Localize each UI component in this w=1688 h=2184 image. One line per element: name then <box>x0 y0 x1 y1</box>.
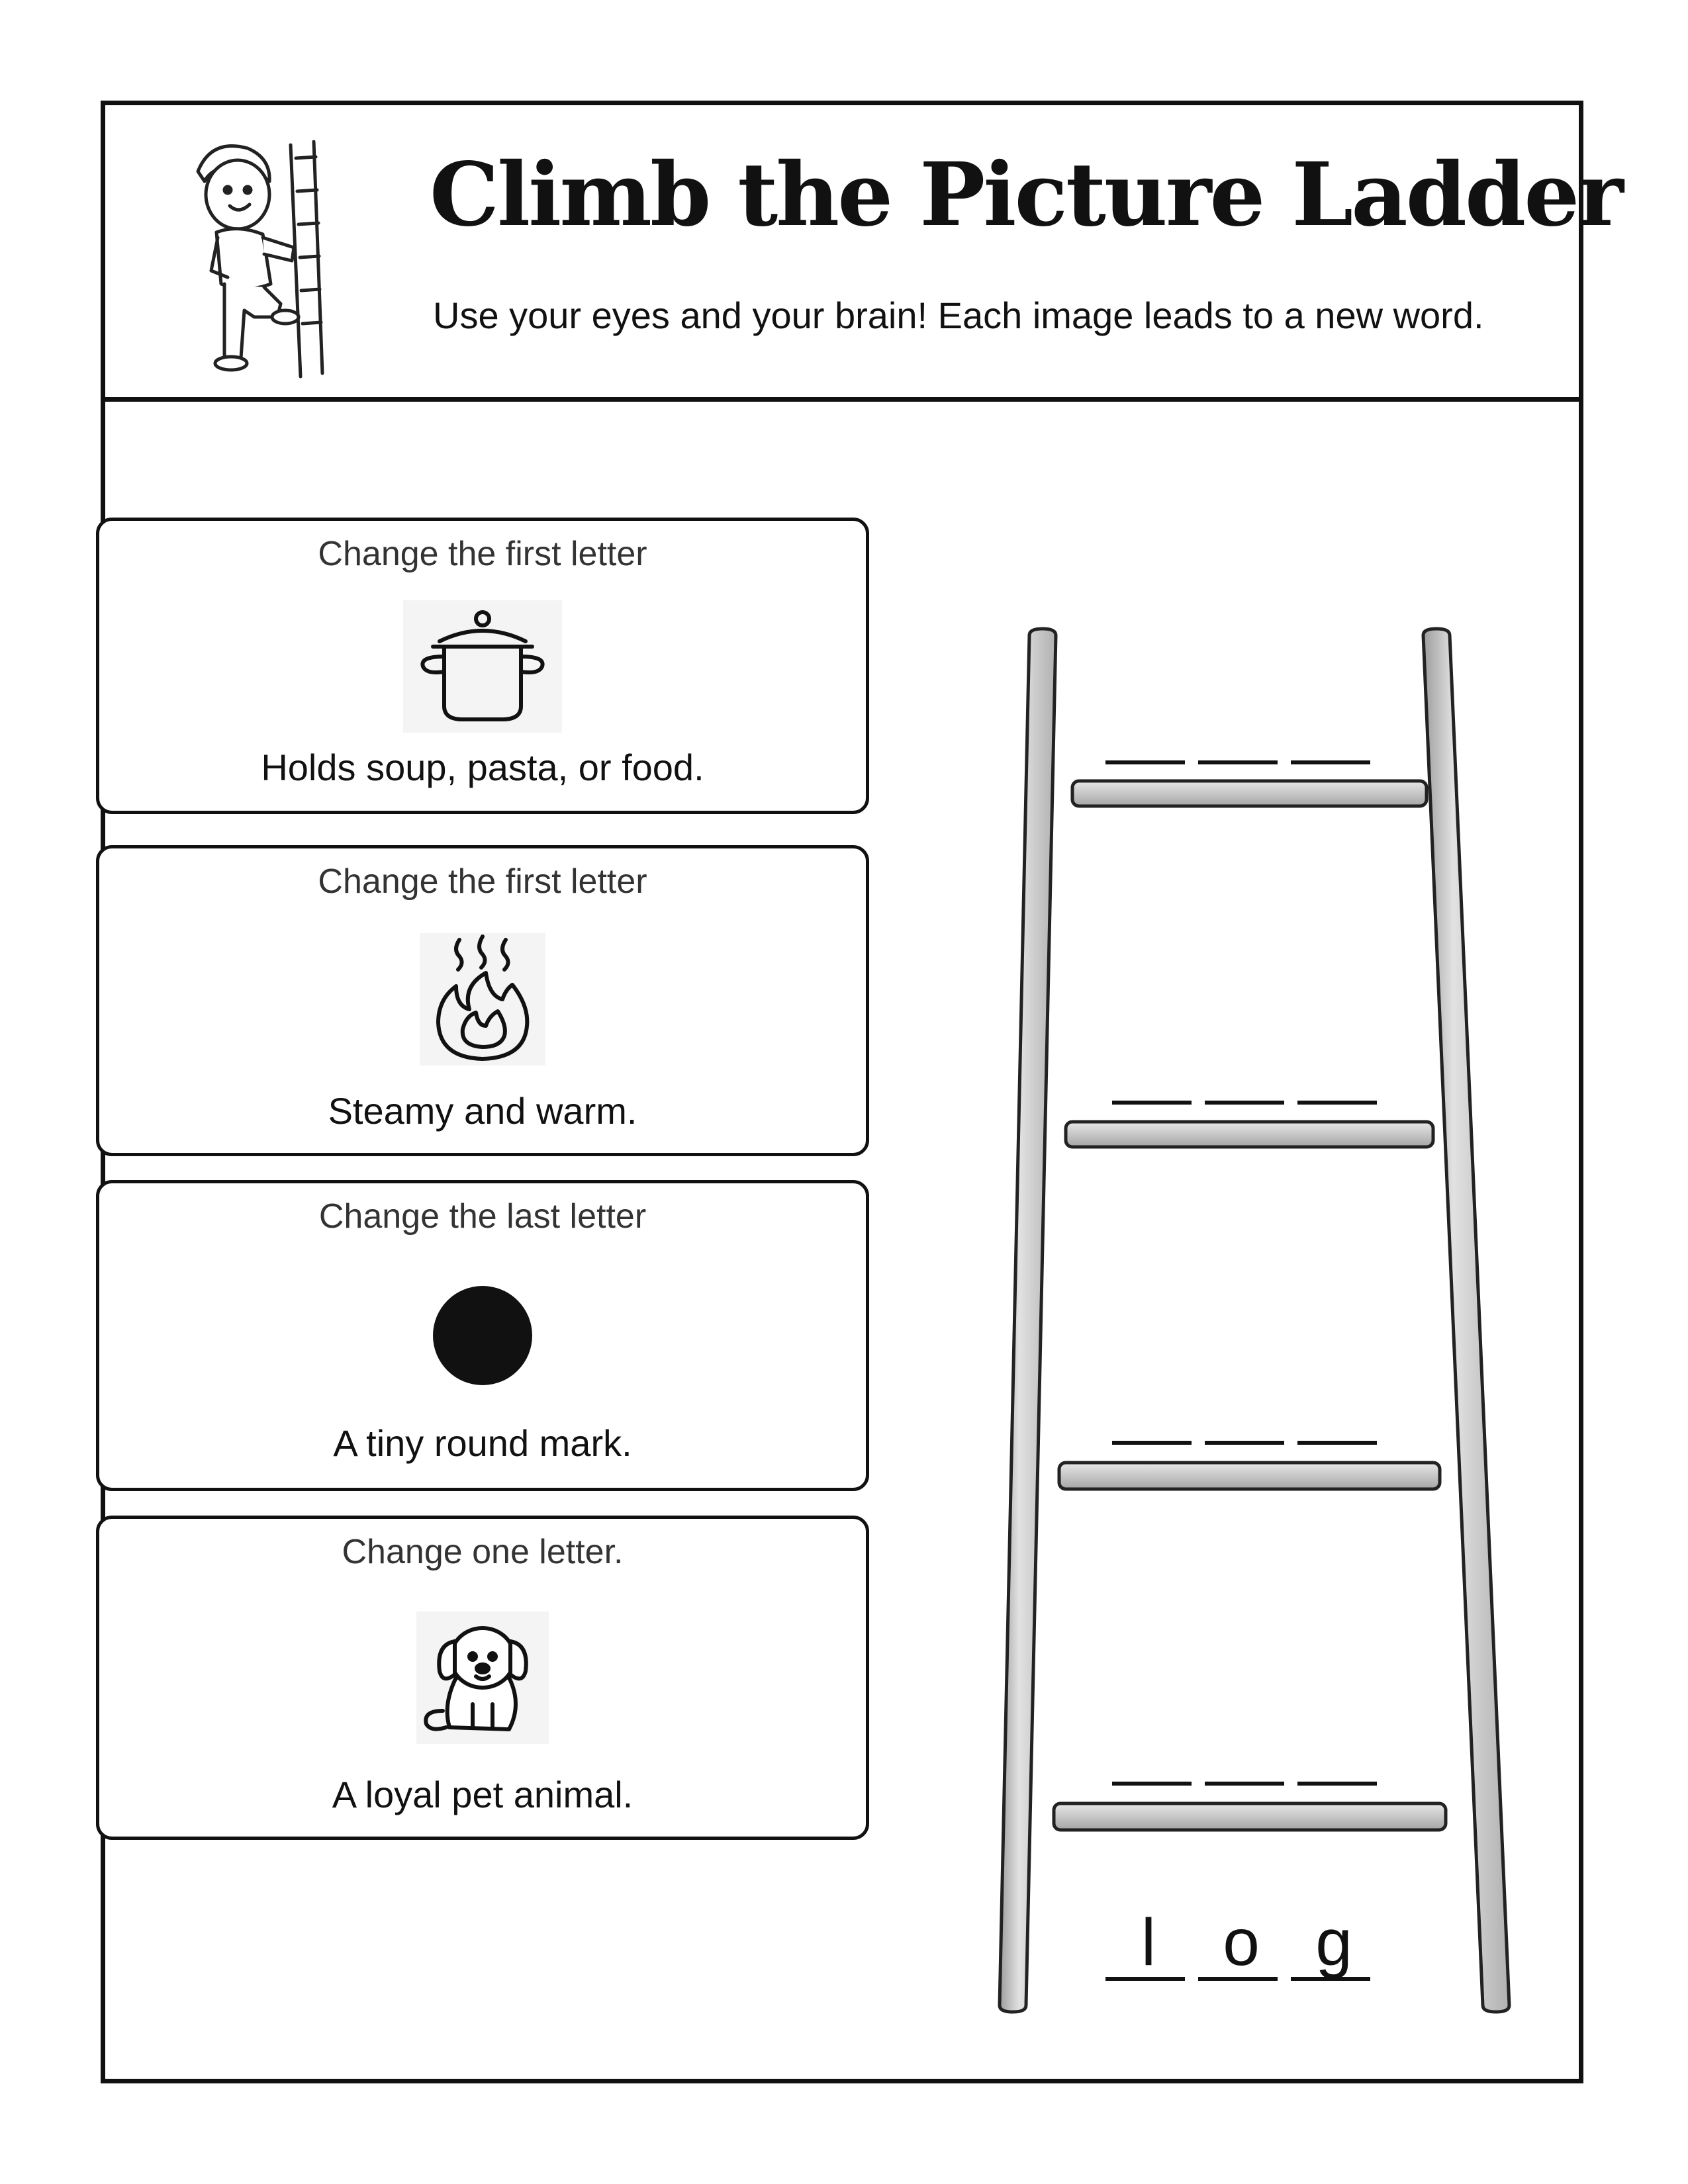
card-instruction: Change the first letter <box>318 535 647 573</box>
card-instruction: Change one letter. <box>342 1533 624 1571</box>
worksheet-header <box>105 105 1622 402</box>
clue-card-3 <box>96 1180 869 1491</box>
page-title: Climb the Picture Ladder <box>430 144 1622 246</box>
card-clue: Holds soup, pasta, or food. <box>261 747 704 788</box>
start-word-letter-3: g <box>1315 1905 1352 1979</box>
start-word-letter-2: o <box>1223 1905 1260 1979</box>
child-climbing-ladder-illustration <box>112 118 416 383</box>
clue-card-2 <box>96 845 869 1156</box>
ladder-rung-3 <box>1059 1463 1440 1489</box>
ladder-rung-4 <box>1054 1803 1446 1830</box>
pot-icon <box>403 600 562 733</box>
dot-icon <box>430 1283 536 1388</box>
ladder-rung-2 <box>1066 1122 1433 1147</box>
clue-card-4 <box>96 1516 869 1840</box>
card-instruction: Change the first letter <box>318 862 647 901</box>
word-ladder <box>880 523 1542 2058</box>
start-word-letter-1: l <box>1141 1905 1156 1979</box>
page-subtitle: Use your eyes and your brain! Each image leads to a new word. <box>433 295 1484 336</box>
clue-card-1 <box>96 518 869 814</box>
card-clue: A tiny round mark. <box>333 1422 632 1464</box>
dog-icon <box>416 1612 549 1744</box>
card-instruction: Change the last letter <box>318 1197 647 1236</box>
card-clue: Steamy and warm. <box>328 1090 637 1132</box>
ladder-left-rail <box>1000 629 1056 2012</box>
card-clue: A loyal pet animal. <box>332 1774 633 1815</box>
ladder-rung-1 <box>1072 781 1427 806</box>
flame-icon <box>420 933 545 1066</box>
